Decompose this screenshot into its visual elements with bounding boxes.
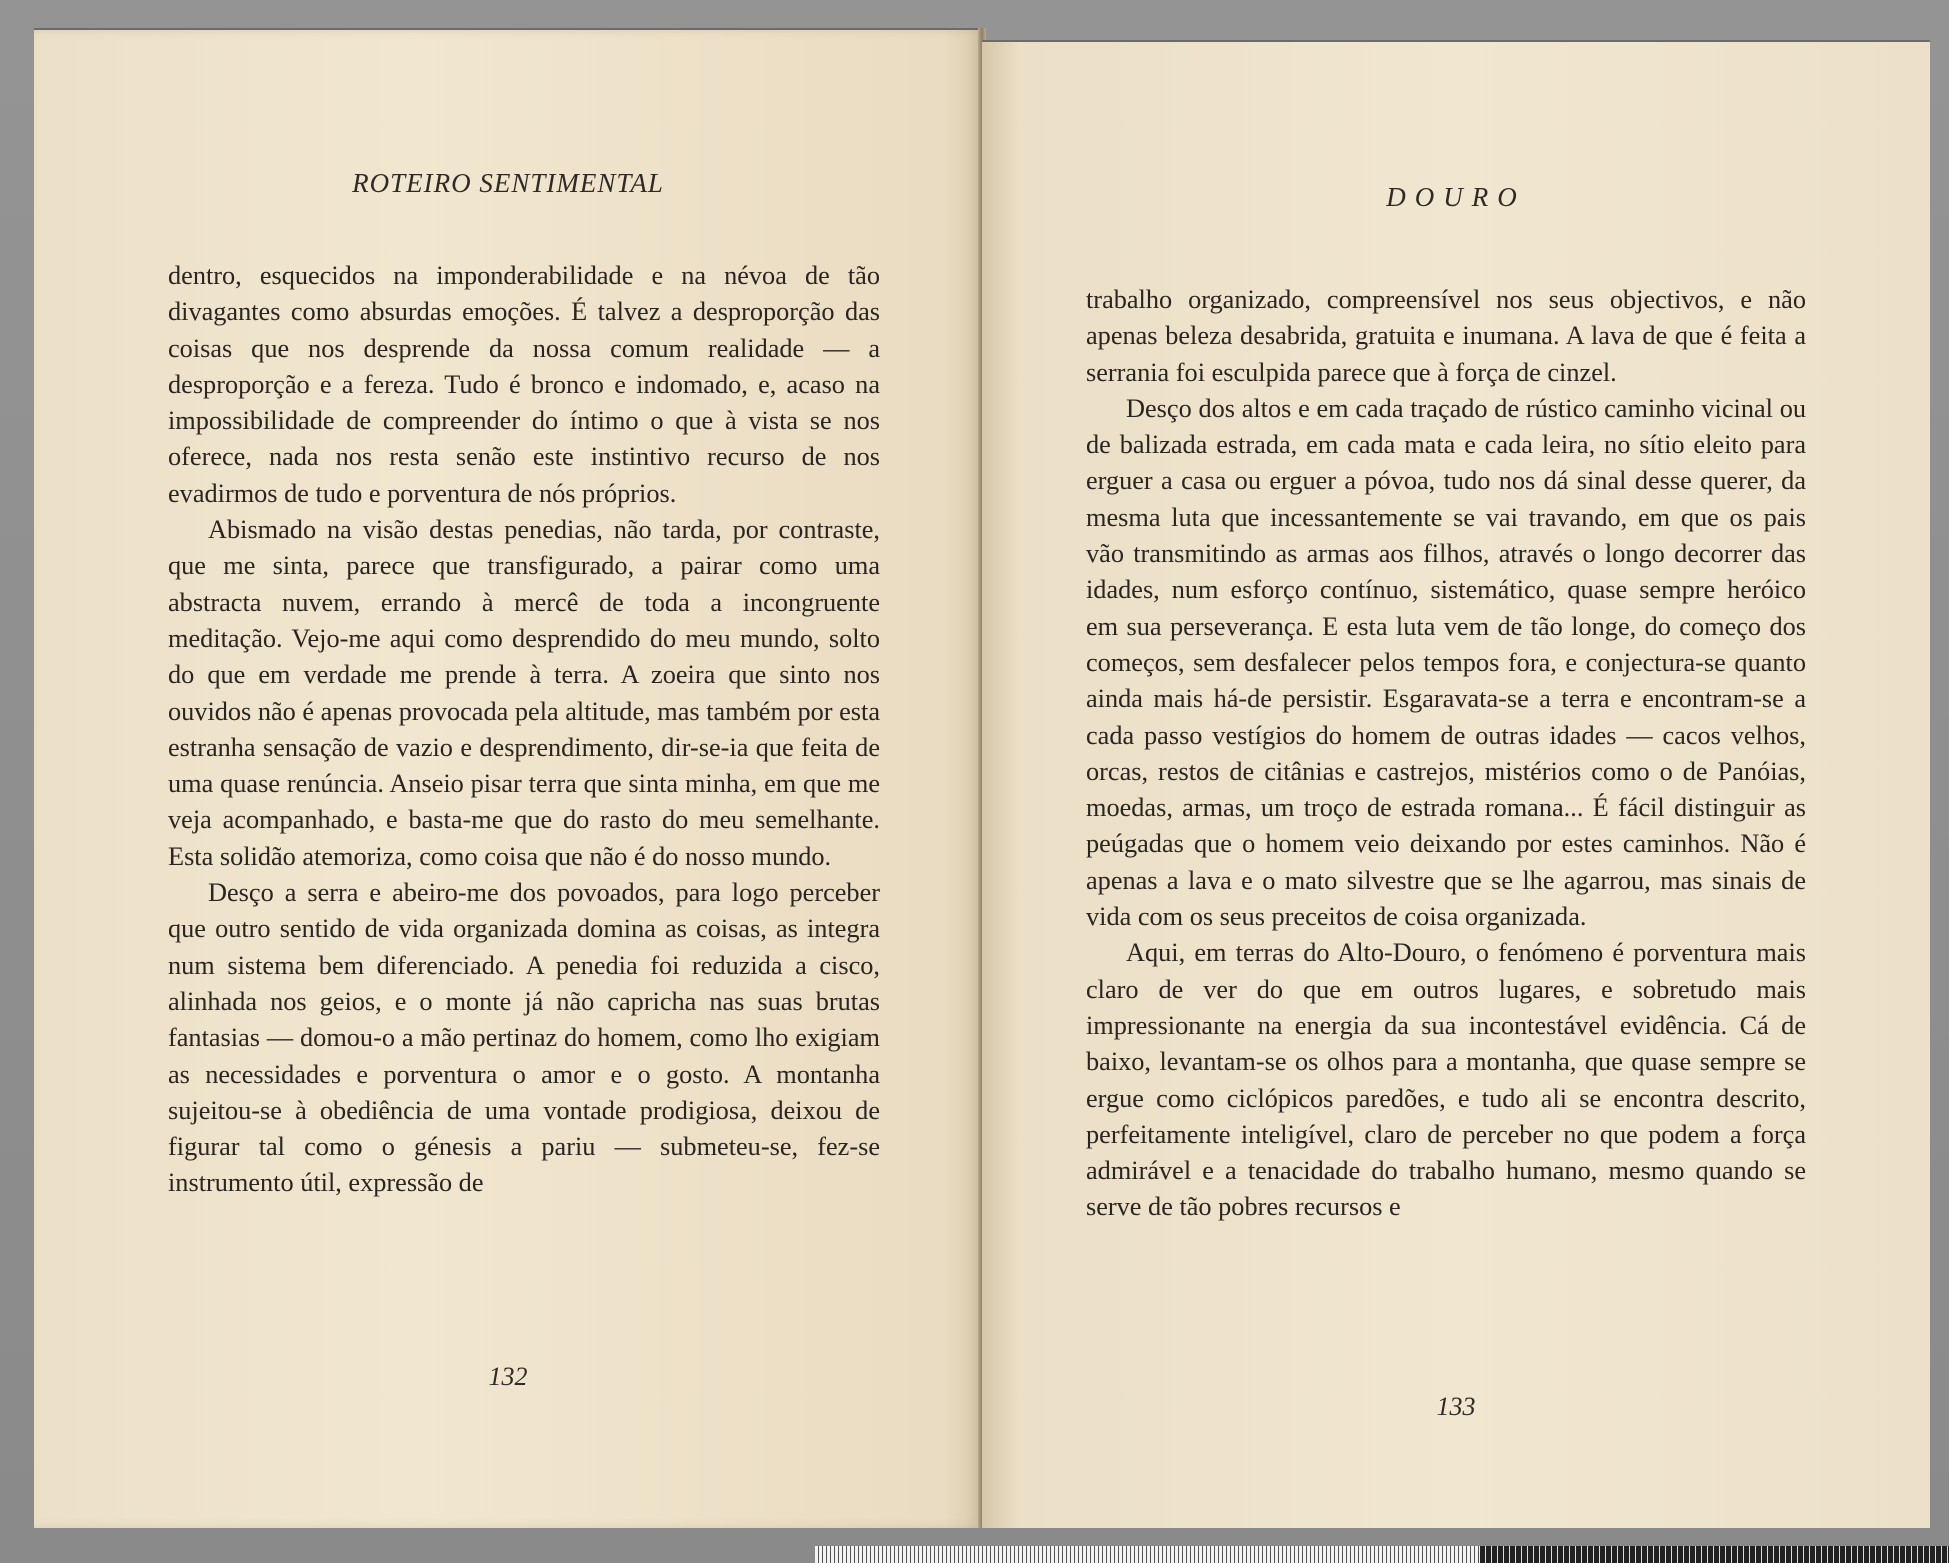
paragraph: dentro, esquecidos na imponderabilidade e na névoa de tão divagantes como absurdas emoções. É talvez a desproporção das coisas que nos desprende da nossa comum realidade — a desproporção e a fereza. Tudo é bronco e indomado, e, acaso na impossibilidade de compreender do íntimo o que à vista se nos oferece, nada nos resta senão este instintivo recurso de nos evadirmos de tudo e porventura de nós próprios.: [168, 261, 880, 508]
page-number-right: 133: [1436, 1392, 1476, 1421]
color-scale-bar-dark: [1480, 1546, 1949, 1563]
paragraph: Desço dos altos e em cada traçado de rústico caminho vicinal ou de balizada estrada, em cada mata e cada leira, no sítio eleito para erguer a casa ou erguer a póvoa, tudo nos dá sinal desse querer, da mesma luta que incessantemente se vai travando, em que os pais vão transmitindo as armas aos filhos, através o longo decorrer das idades, num esforço contínuo, sistemático, quase sempre heróico em sua perseverança. E esta luta vem de tão longe, do começo dos começos, sem desfalecer pelos tempos fora, e conjectura-se quanto ainda mais há-de persistir. Esgaravata-se a terra e encontram-se a cada passo vestígios do homem de outras idades — cacos velhos, orcas, restos de citânias e castrejos, mistérios como o de Panóias, moedas, armas, um troço de estrada romana... É fácil distinguir as peúgadas que o homem veio deixando por estes caminhos. Não é apenas a lava e o mato silvestre que se lhe agarrou, mas sinais de vida com os seus preceitos de coisa organizada.: [1086, 393, 1806, 932]
right-page-text: [1086, 282, 1806, 1226]
running-head-right: DOURO: [1386, 182, 1526, 212]
paragraph: Desço a serra e abeiro-me dos povoados, para logo perceber que outro sentido de vida organizada domina as coisas, as integra num sistema bem diferenciado. A penedia foi reduzida a cisco, alinhada nos geios, e o monte já não capricha nas suas brutas fantasias — domou-o a mão pertinaz do homem, como lho exigiam as necessidades e porventura o amor e o gosto. A montanha sujeitou-se à obediência de uma vontade prodigiosa, deixou de figurar tal como o génesis a pariu — submeteu-se, fez-se instrumento útil, expressão de: [168, 878, 880, 1198]
paragraph: trabalho organizado, compreensível nos seus objectivos, e não apenas beleza desabrida, gratuita e inumana. A lava de que é feita a serrania foi esculpida parece que à força de cinzel.: [1086, 285, 1806, 387]
running-head-left: ROTEIRO SENTIMENTAL: [352, 168, 664, 198]
page-number-left: 132: [488, 1362, 528, 1391]
right-page: [982, 40, 1930, 1528]
left-page: [34, 28, 982, 1528]
paragraph: Aqui, em terras do Alto-Douro, o fenómeno é porventura mais claro de ver do que em outros lugares, e sobretudo mais impressionante na energia da sua incontestável evidência. Cá de baixo, levantam-se os olhos para a montanha, que quase sempre se ergue como ciclópicos paredões, e tudo ali se encontra descrito, perfeitamente inteligível, claro de perceber no que podem a força admirável e a tenacidade do trabalho humano, mesmo quando se serve de tão pobres recursos e: [1086, 938, 1806, 1222]
paragraph: Abismado na visão destas penedias, não tarda, por contraste, que me sinta, parece que transfigurado, a pairar como uma abstracta nuvem, errando à mercê de toda a incongruente meditação. Vejo-me aqui como desprendido do meu mundo, solto do que em verdade me prende à terra. A zoeira que sinto nos ouvidos não é apenas provocada pela altitude, mas também por esta estranha sensação de vazio e desprendimento, dir-se-ia que feita de uma quase renúncia. Anseio pisar terra que sinta minha, em que me veja acompanhado, e basta-me que do rasto do meu semelhante. Esta solidão atemoriza, como coisa que não é do nosso mundo.: [168, 515, 880, 871]
left-page-text: [168, 258, 880, 1202]
